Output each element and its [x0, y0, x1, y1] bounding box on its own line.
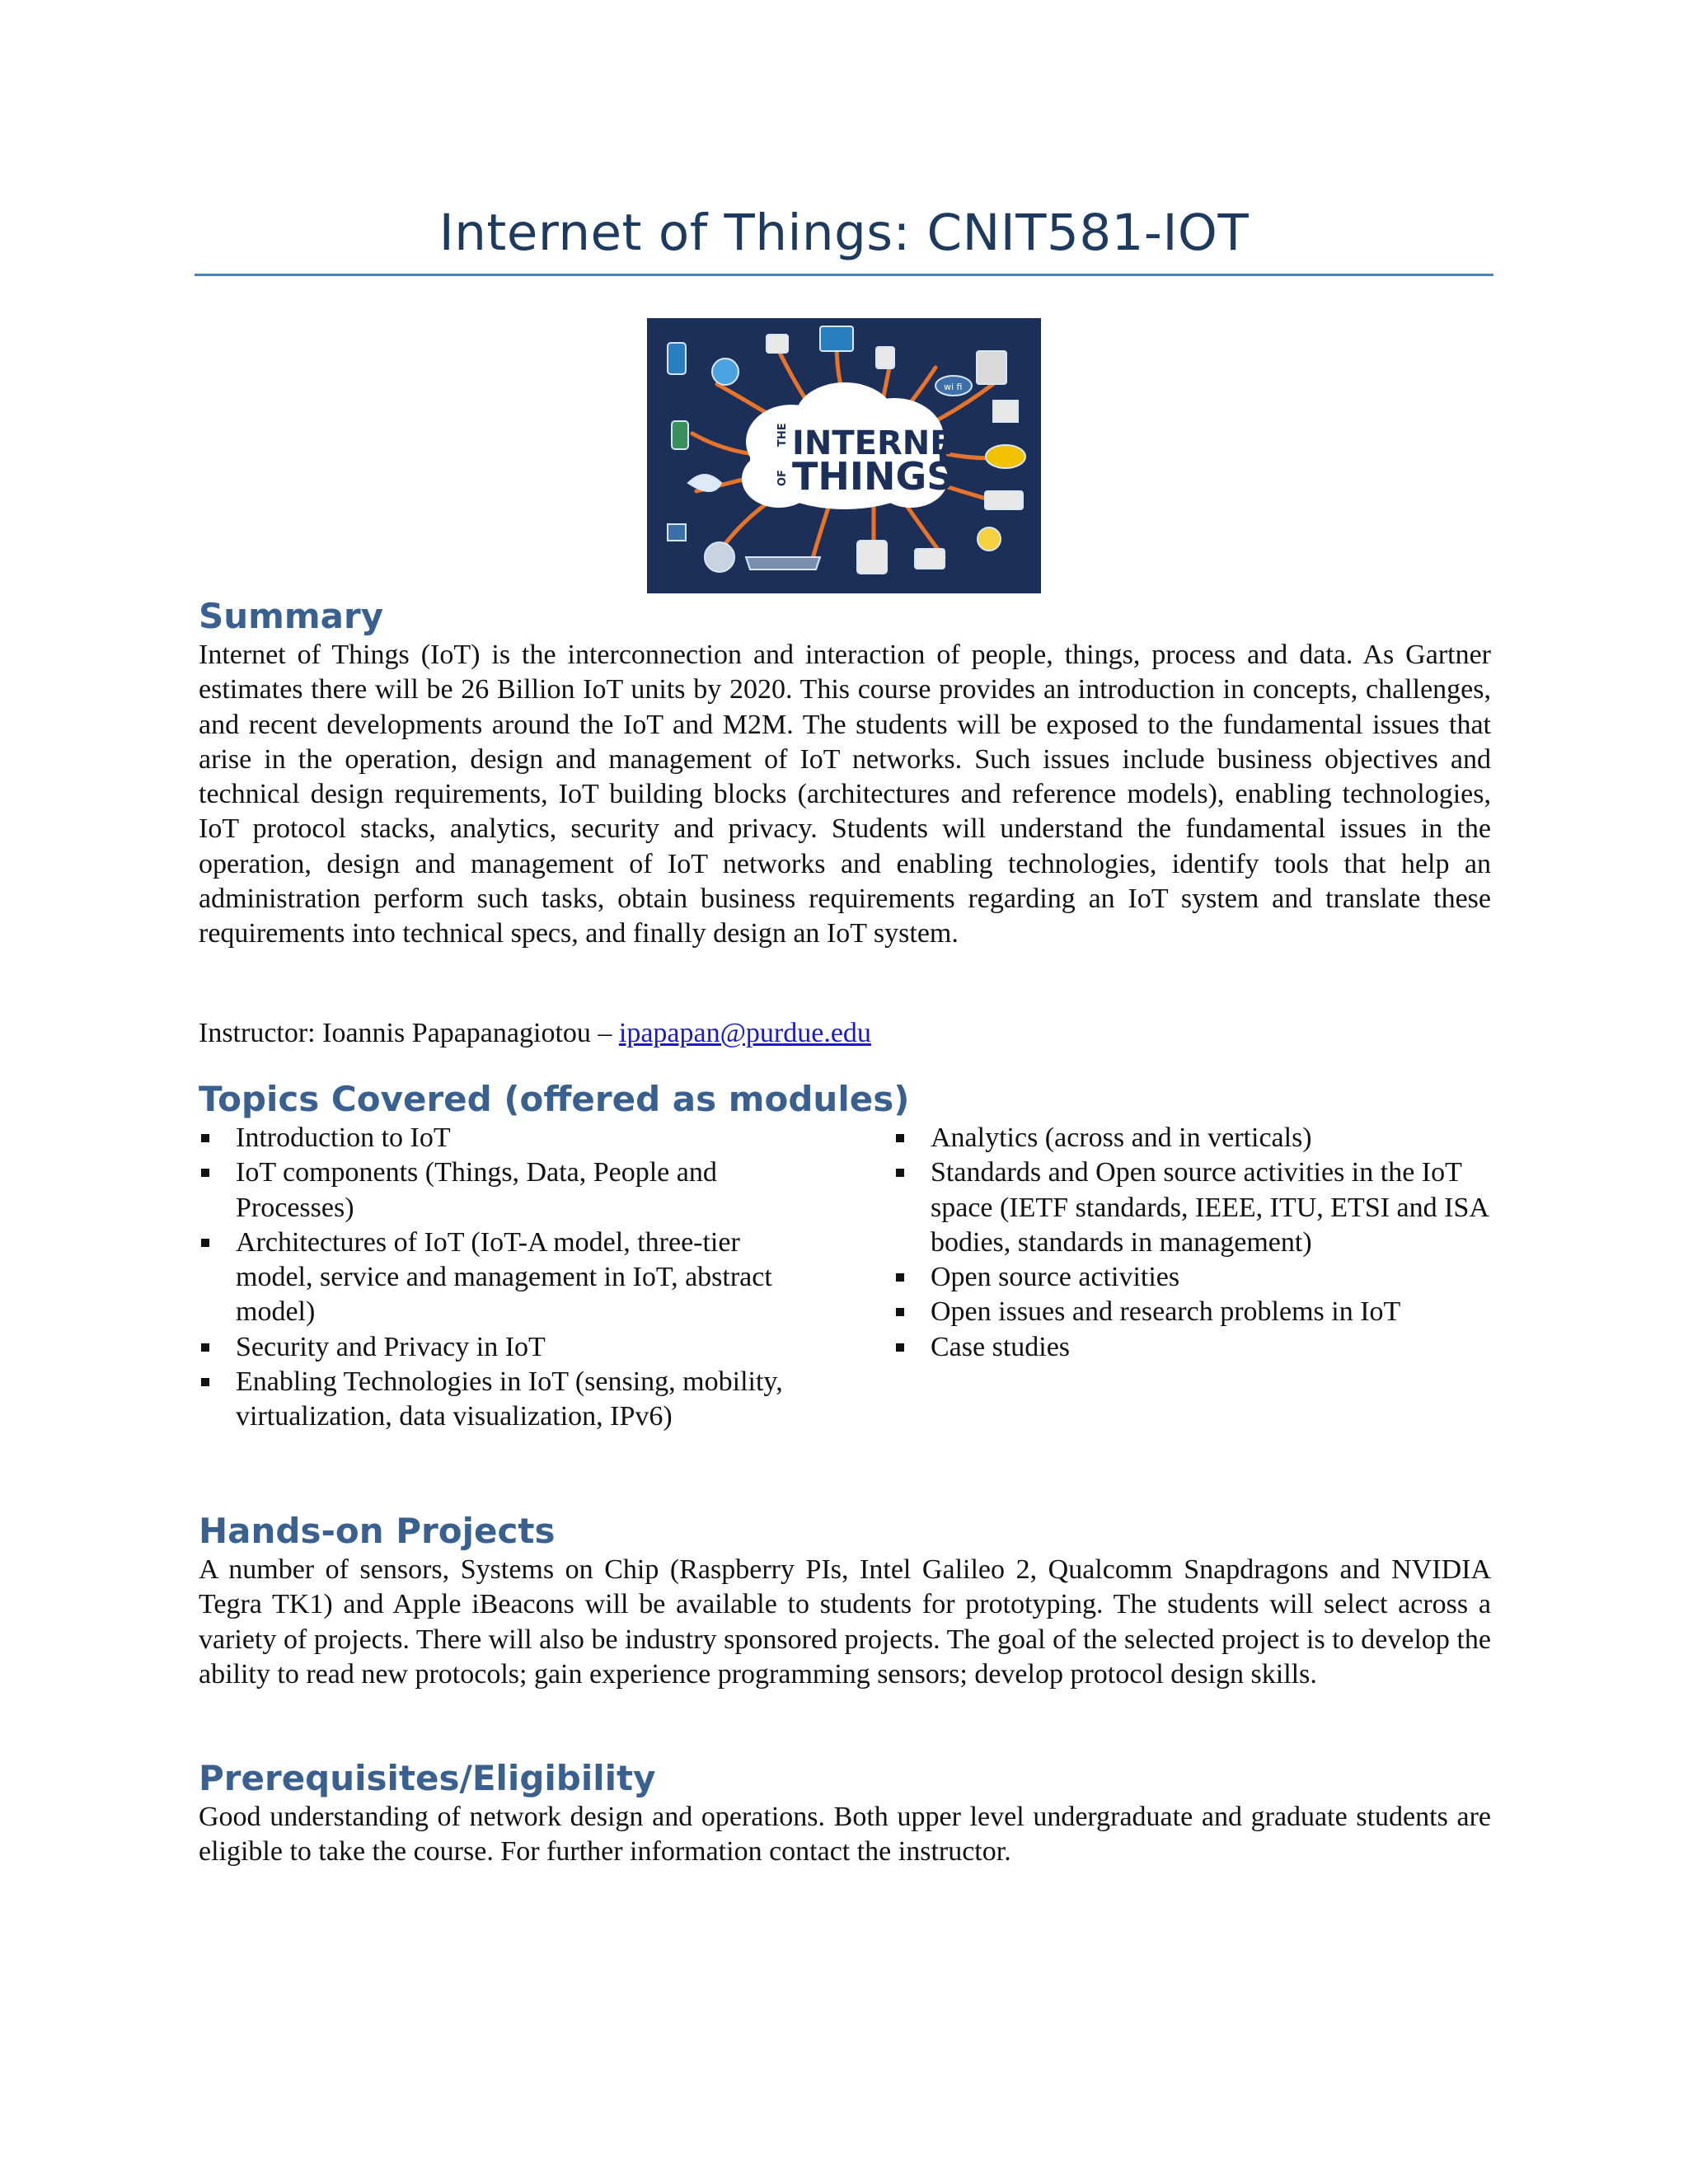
topics-heading: Topics Covered (offered as modules)	[199, 1079, 910, 1119]
title-divider	[195, 274, 1493, 276]
list-item: Open issues and research problems in IoT	[893, 1295, 1520, 1329]
topics-list-right	[893, 1121, 1520, 1365]
list-item: Open source activities	[893, 1260, 1520, 1295]
logo-text-things: THINGS	[792, 454, 954, 499]
instructor-email-link[interactable]: ipapapan@purdue.edu	[618, 1018, 871, 1048]
instructor-label: Instructor: Ioannis Papapanagiotou –	[199, 1018, 619, 1048]
summary-section	[199, 595, 1491, 952]
list-item: Introduction to IoT	[199, 1121, 813, 1155]
list-item: Architectures of IoT (IoT-A model, three-tier model, service and management in IoT, abstract model)	[199, 1226, 813, 1330]
prerequisites-text: Good understanding of network design and operations. Both upper level undergraduate and graduate students are eligible to take the course. For further information contact the instructor.	[199, 1802, 1491, 1868]
list-item: Security and Privacy in IoT	[199, 1330, 813, 1365]
document-title: Internet of Things: CNIT581-IOT	[438, 204, 1250, 262]
projects-heading: Hands-on Projects	[199, 1511, 556, 1551]
summary-heading: Summary	[199, 596, 384, 636]
list-item: Case studies	[893, 1330, 1520, 1365]
iot-illustration	[647, 318, 1041, 593]
list-item: Analytics (across and in verticals)	[893, 1121, 1520, 1155]
topics-columns	[199, 1121, 1491, 1435]
summary-text: Internet of Things (IoT) is the interconnection and interaction of people, things, process and data. As Gartner estimates there will be 26 Billion IoT units by 2020. This course provides an introduction in concepts, challenges, and recent developments around the IoT and M2M. The students will be exposed to the fundamental issues that arise in the operation, design and management of IoT networks. Such issues include business objectives and technical design requirements, IoT building blocks (architectures and reference models), enabling technologies, IoT protocol stacks, analytics, security and privacy. Students will understand the fundamental issues in the operation, design and management of IoT networks and enabling technologies, identify tools that help an administration perform such tasks, obtain business requirements regarding an IoT system and translate these requirements into technical specs, and finally design an IoT system.	[199, 640, 1491, 949]
list-item: Enabling Technologies in IoT (sensing, mobility, virtualization, data visualization, IPv6)	[199, 1365, 813, 1435]
iot-illustration-graphic	[647, 318, 1041, 593]
instructor-line	[199, 1016, 1491, 1051]
logo-text-of: OF	[776, 470, 789, 486]
wifi-label: wi fi	[944, 382, 963, 392]
prerequisites-section	[199, 1757, 1491, 1870]
prerequisites-heading: Prerequisites/Eligibility	[199, 1758, 656, 1798]
topics-section	[199, 1078, 1491, 1435]
topics-list-left	[199, 1121, 813, 1435]
logo-text-internet: INTERNET	[792, 424, 975, 462]
projects-section	[199, 1510, 1491, 1692]
list-item: IoT components (Things, Data, People and Processes)	[199, 1155, 813, 1226]
logo-text-the: THE	[776, 423, 789, 447]
list-item: Standards and Open source activities in the IoT space (IETF standards, IEEE, ITU, ETSI and ISA bodies, standards in management)	[893, 1155, 1520, 1260]
projects-text: A number of sensors, Systems on Chip (Raspberry PIs, Intel Galileo 2, Qualcomm Snapdragons and NVIDIA Tegra TK1) and Apple iBeacons will be available to students for prototyping. The students will select across a variety of projects. There will also be industry sponsored projects. The goal of the selected project is to develop the ability to read new protocols; gain experience programming sensors; develop protocol design skills.	[199, 1554, 1491, 1690]
